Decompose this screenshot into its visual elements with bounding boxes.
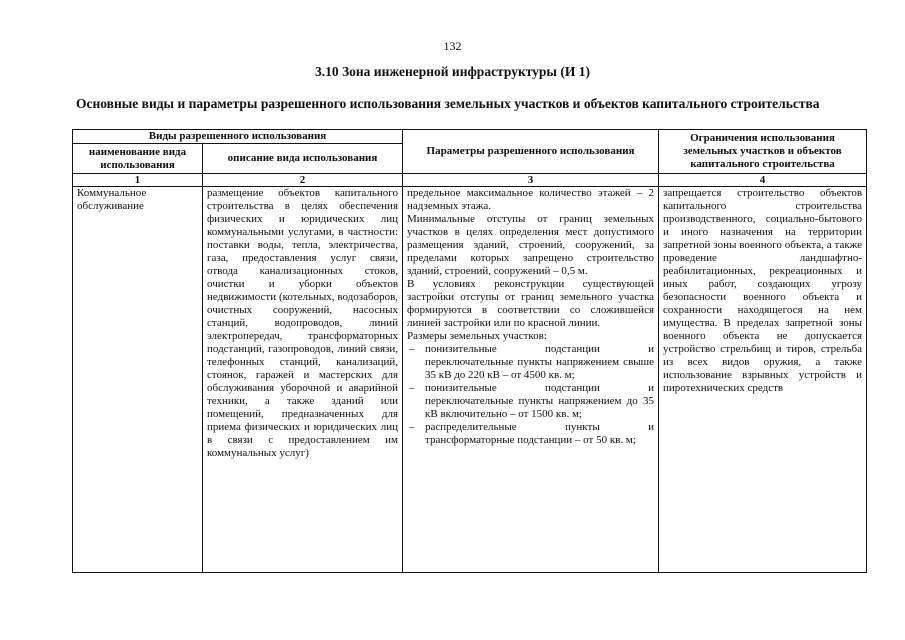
list-item: – понизительные подстанции и переключательные пункты напряжением до 35 кВ включительно – от 1500 кв. м;: [407, 382, 654, 421]
land-use-table: [72, 129, 867, 573]
params-cell: [403, 187, 659, 573]
column-number-2: 2: [203, 174, 403, 187]
use-description-cell: [203, 187, 403, 573]
list-item: – понизительные подстанции и переключательные пункты напряжением свыше 35 кВ до 220 кВ – от 4500 кв. м;: [407, 343, 654, 382]
section-title: 3.10 Зона инженерной инфраструктуры (И 1): [315, 64, 590, 79]
restrictions-cell: [659, 187, 867, 573]
header-use-name: наименование вида использования: [73, 144, 203, 174]
table-row: [73, 187, 867, 573]
restrictions-text: запрещается строительство объектов капитального строительства производственного, социально-бытового и иного назначения на территории запретной зоны военного объекта, а также проведение ландшафтно-реабилитационных, рекреационных и иных работ, создающих угрозу безопасности военного объекта и сохранности находящегося на нем имущества. В пределах запретной зоны военного объекта не допускается устройство стрельбищ и тиров, стрельба из всех видов оружия, а также использование взрывных устройств и пиротехнических средств: [663, 187, 863, 394]
plot-size-list: [407, 343, 654, 447]
header-group-uses: Виды разрешенного использования: [73, 130, 403, 144]
param-setbacks: Минимальные отступы от границ земельных участков в целях определения мест допустимого размещения зданий, строений, сооружений, за пределами которых запрещено строительство зданий, строений, сооружений – 0,5 м.: [407, 213, 655, 277]
param-floors: предельное максимальное количество этажей – 2 надземных этажа.: [407, 187, 655, 212]
column-number-3: 3: [403, 174, 659, 187]
use-name-cell: [73, 187, 203, 573]
header-use-description: описание вида использования: [203, 144, 403, 174]
use-description: размещение объектов капитального строительства в целях обеспечения физических и юридических лиц коммунальными услугами, в частности: поставки воды, тепла, электричества, газа, предоставления услуг связи, отвода канализационных стоков, очистки и уборки объектов недвижимости (котельных, водозаборов, очистных сооружений, насосных станций, водопроводов, линий электропередач, трансформаторных подстанций, газопроводов, линий связи, телефонных станций, канализаций, стоянок, гаражей и мастерских для обслуживания уборочной и аварийной техники, а также зданий или помещений, предназначенных для приема физических и юридических лиц в связи с предоставлением им коммунальных услуг): [207, 187, 399, 459]
param-reconstruction: В условиях реконструкции существующей застройки отступы от границ земельного участка формируются в соответствии со сложившейся линией застройки или по красной линии.: [407, 278, 655, 329]
header-restrictions: Ограничения использования земельных участков и объектов капитального строительства: [659, 130, 867, 174]
param-plot-sizes-label: Размеры земельных участков:: [407, 330, 547, 342]
use-name: Коммунальное обслуживание: [77, 187, 147, 212]
column-number-4: 4: [659, 174, 867, 187]
header-params: Параметры разрешенного использования: [403, 130, 659, 174]
table-subtitle: Основные виды и параметры разрешенного использования земельных участков и объектов капитального строительства: [76, 96, 820, 111]
list-item: – распределительные пункты и трансформаторные подстанции – от 50 кв. м;: [407, 421, 654, 447]
column-number-1: 1: [73, 174, 203, 187]
page-number: 132: [443, 39, 462, 53]
